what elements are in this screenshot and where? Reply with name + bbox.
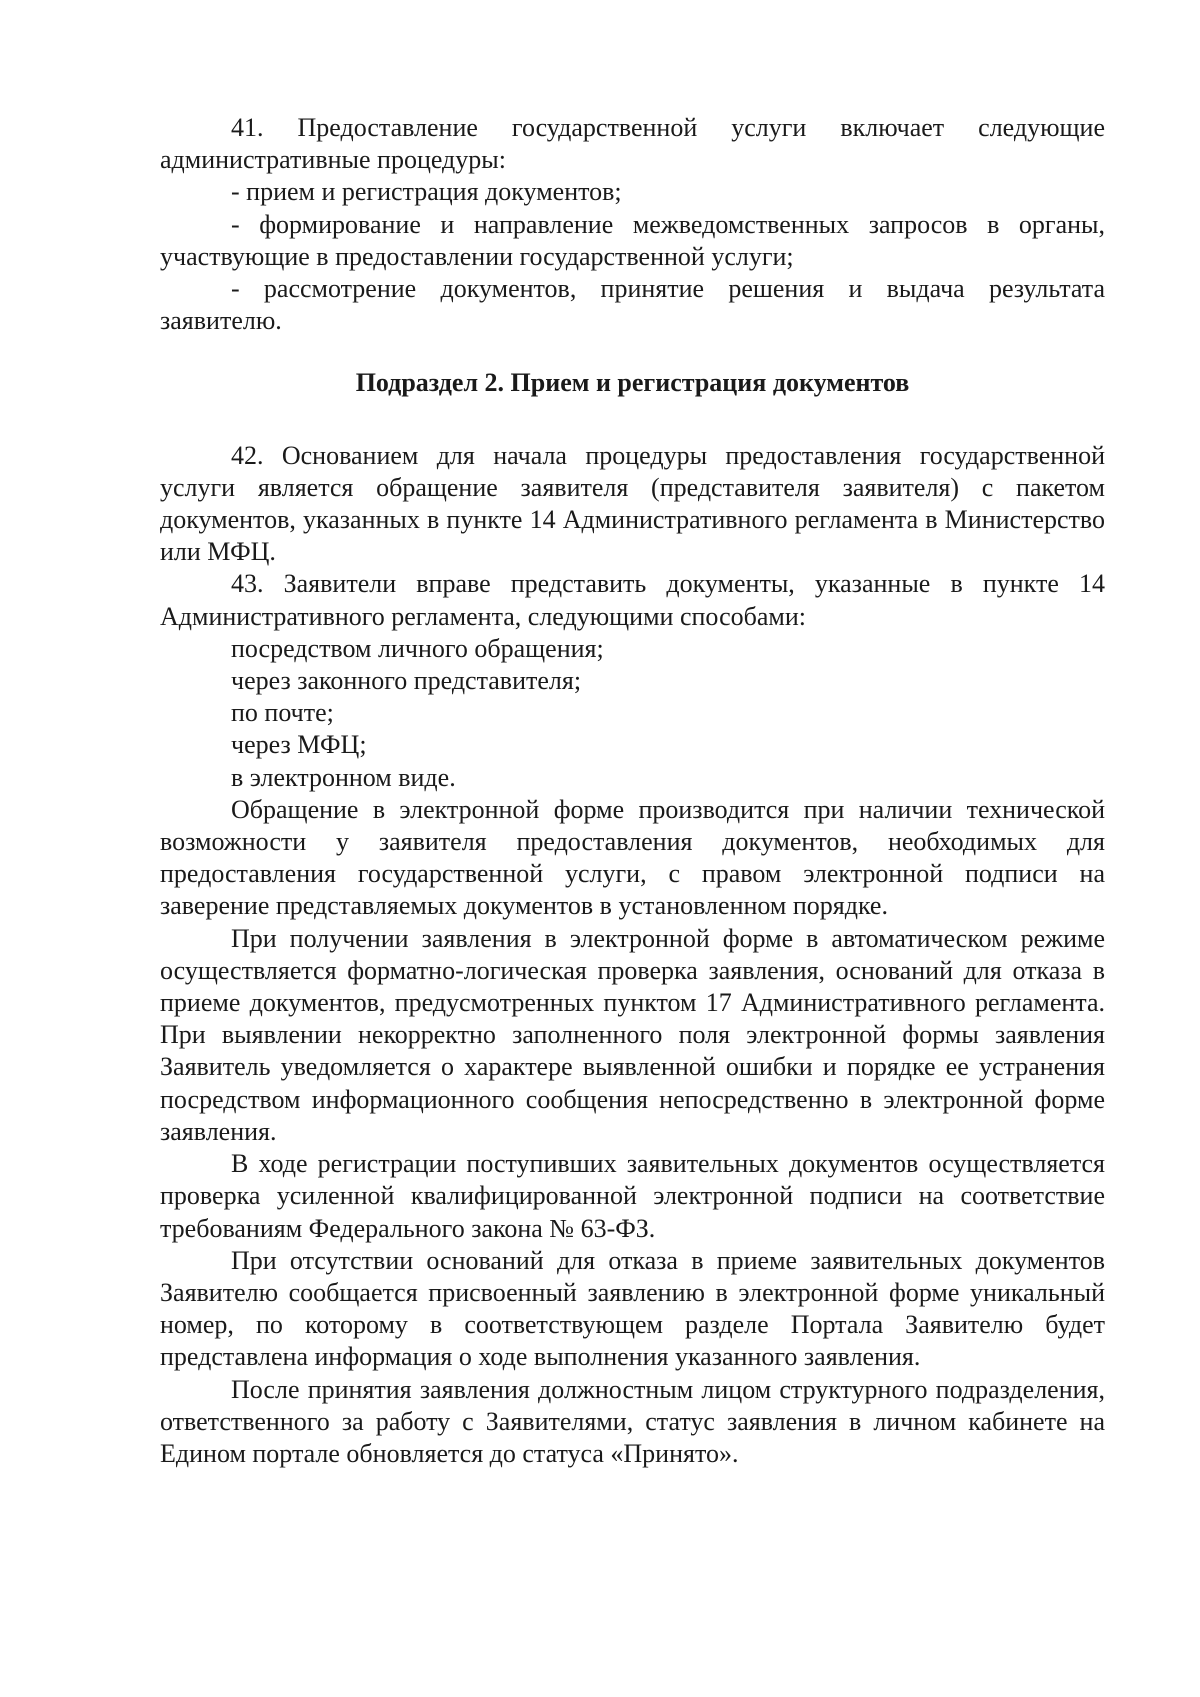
list-item: - формирование и направление межведомственных запросов в органы, участвующие в предоставлении государственной услуги;	[160, 209, 1105, 271]
paragraph-signature-check: В ходе регистрации поступивших заявительных документов осуществляется проверка усиленной квалифицированной электронной подписи на соответствие требованиям Федерального закона № 63-ФЗ.	[160, 1149, 1105, 1243]
list-item: - рассмотрение документов, принятие решения и выдача результата заявителю.	[160, 274, 1105, 336]
method-item: по почте;	[231, 698, 334, 728]
paragraph-electronic-form: Обращение в электронной форме производится при наличии технической возможности у заявителя предоставления документов, необходимых для предоставления государственной услуги, с правом электронной подписи на заверение представляемых документов в установленном порядке.	[160, 794, 1105, 921]
paragraph-status-accepted: После принятия заявления должностным лицом структурного подразделения, ответственного за работу с Заявителями, статус заявления в личном кабинете на Едином портале обновляется до статуса «Принято».	[160, 1374, 1105, 1468]
section-heading: Подраздел 2. Прием и регистрация документов	[355, 368, 910, 398]
method-item: через законного представителя;	[231, 666, 582, 696]
paragraph-format-check: При получении заявления в электронной форме в автоматическом режиме осуществляется форматно-логическая проверка заявления, оснований для отказа в приеме документов, предусмотренных пунктом 17 Административного регламента. При выявлении некорректно заполненного поля электронной формы заявления Заявитель уведомляется о характере выявленной ошибки и порядке ее устранения посредством информационного сообщения непосредственно в электронной форме заявления.	[160, 923, 1105, 1146]
paragraph-42: 42. Основанием для начала процедуры предоставления государственной услуги является обращение заявителя (представителя заявителя) с пакетом документов, указанных в пункте 14 Административного регламента в Министерство или МФЦ.	[160, 440, 1105, 567]
document-page	[160, 112, 1105, 1470]
list-item: - прием и регистрация документов;	[231, 177, 622, 207]
paragraph-43: 43. Заявители вправе представить документы, указанные в пункте 14 Административного регламента, следующими способами:	[160, 569, 1105, 631]
method-item: посредством личного обращения;	[231, 633, 604, 663]
method-item: в электронном виде.	[231, 762, 456, 792]
paragraph-unique-number: При отсутствии оснований для отказа в приеме заявительных документов Заявителю сообщается присвоенный заявлению в электронной форме уникальный номер, по которому в соответствующем разделе Портала Заявителю будет представлена информация о ходе выполнения указанного заявления.	[160, 1245, 1105, 1372]
method-item: через МФЦ;	[231, 730, 367, 760]
paragraph-41: 41. Предоставление государственной услуги включает следующие административные процедуры:	[160, 113, 1105, 175]
